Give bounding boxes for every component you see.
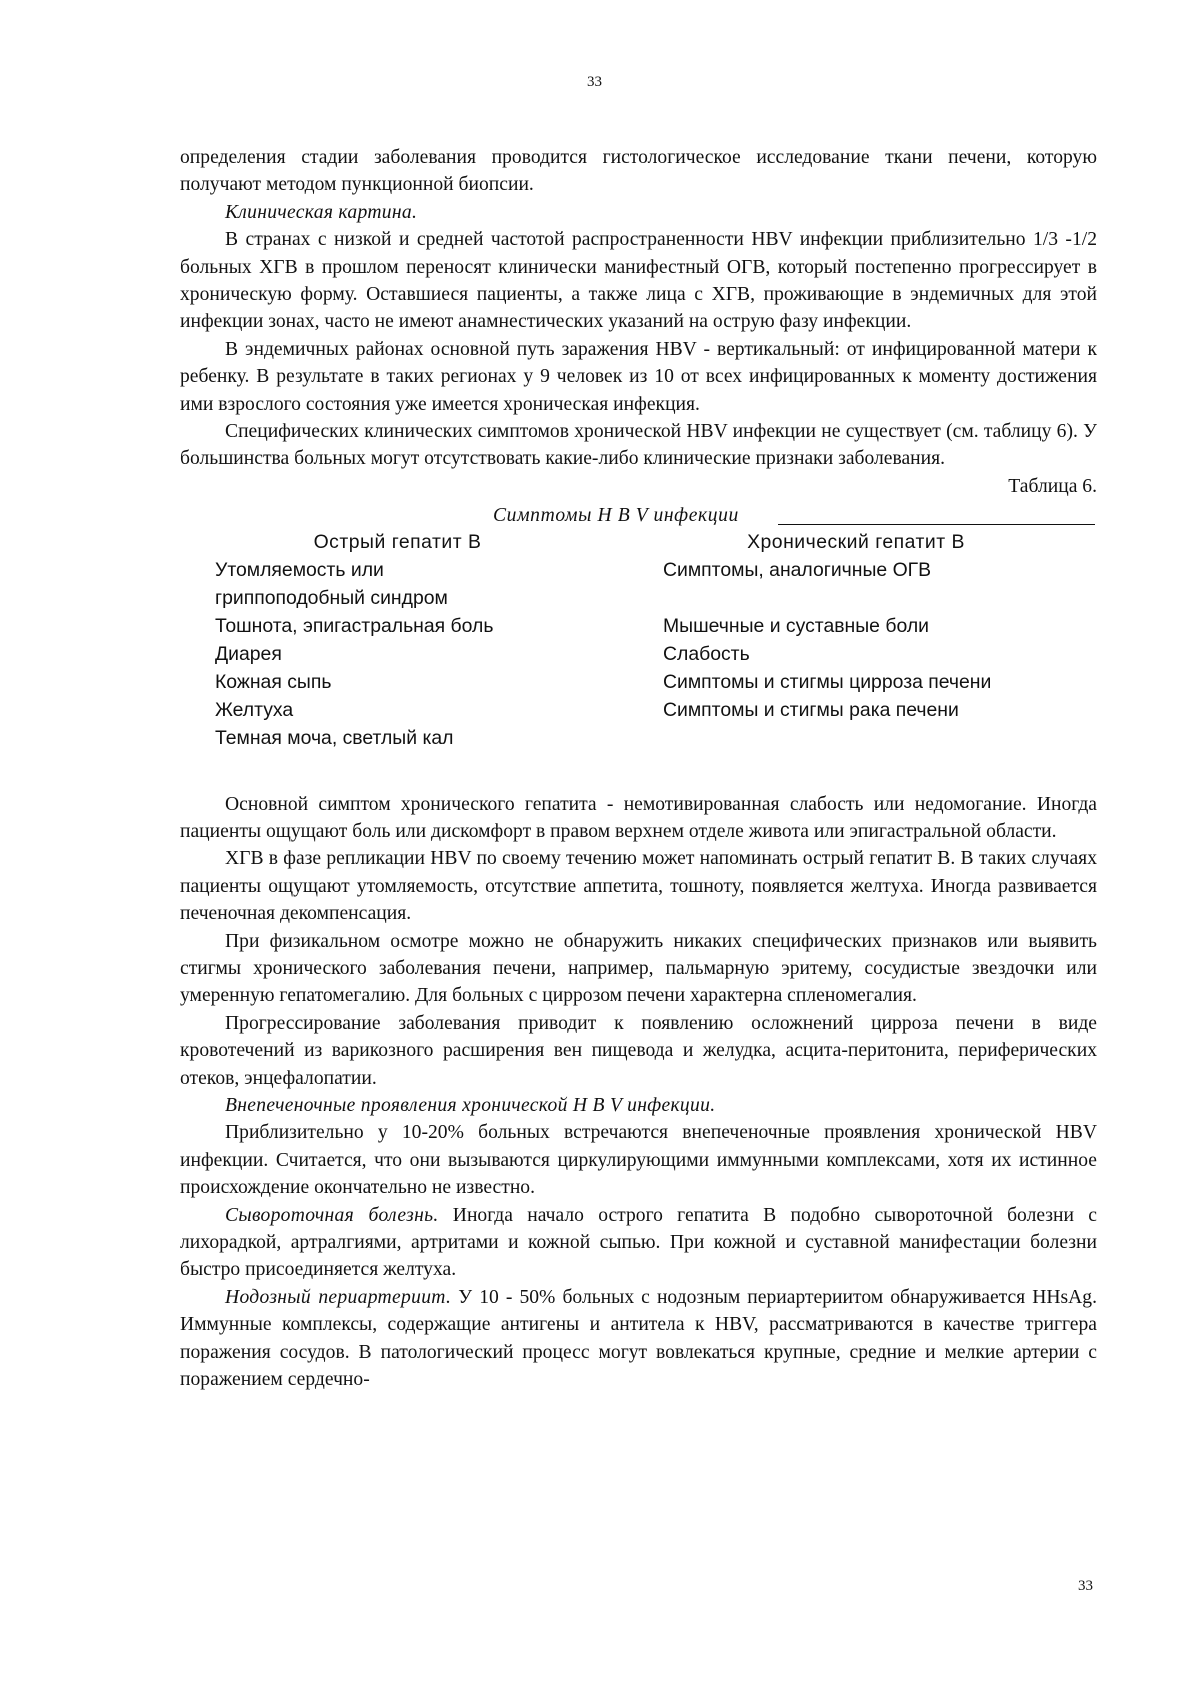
column-header-chronic: Хронический гепатит В — [747, 531, 965, 554]
italic-heading: Внепеченочные проявления хронической H B V инфекции. — [225, 1095, 716, 1116]
paragraph — [180, 1092, 1097, 1119]
paragraph-text: Приблизительно у 10-20% больных встречаются внепеченочные проявления хронической HBV инфекции. Считается, что они вызываются циркулирующими иммунными комплексами, хотя их истинное происхождение окончательно не известно. — [180, 1122, 1097, 1199]
table-row — [180, 613, 1097, 641]
paragraph-text: Специфических клинических симптомов хронической HBV инфекции не существует (см. таблицу 6). У большинства больных могут отсутствовать какие-либо клинические признаки заболевания. — [180, 421, 1097, 470]
table-row — [180, 641, 1097, 669]
table-row — [180, 585, 1097, 613]
table-title-underline — [778, 524, 1095, 525]
paragraph — [180, 336, 1097, 418]
paragraph — [180, 1119, 1097, 1201]
paragraph — [180, 226, 1097, 336]
cell-chronic: Симптомы и стигмы рака печени — [663, 698, 959, 721]
cell-chronic — [615, 585, 1097, 613]
cell-acute: Кожная сыпь — [215, 670, 332, 693]
paragraph-text: У 10 - 50% больных с нодозным периартериитом обнаруживается HHsAg. Иммунные комплексы, содержащие антигены и антитела к HBV, рассматриваются в качестве триггера поражения сосудов. В патологический процесс могут вовлекаться крупные, средние и мелкие артерии с поражением сердечно- — [180, 1286, 1098, 1391]
spacer — [180, 753, 1097, 791]
page-number-top: 33 — [587, 74, 602, 90]
italic-heading: Клиническая картина. — [225, 201, 418, 223]
table-title: Симптомы H B V инфекции — [493, 505, 739, 527]
paragraph-text: Основной симптом хронического гепатита - немотивированная слабость или недомогание. Иногда пациенты ощущают боль или дискомфорт в правом верхнем отделе живота или эпигастральной области. — [180, 793, 1097, 842]
paragraph — [180, 791, 1097, 846]
paragraph-text: В странах с низкой и средней частотой распространенности HBV инфекции приблизительно 1/3 -1/2 больных ХГВ в прошлом переносят клинически манифестный ОГВ, который постепенно прогрессирует в хроническую форму. Оставшиеся пациенты, а также лица с ХГВ, проживающие в эндемичных для этой инфекции зонах, часто не имеют анамнестических указаний на острую фазу инфекции. — [180, 229, 1097, 333]
table-row — [180, 557, 1097, 585]
paragraph-text: При физикальном осмотре можно не обнаружить никаких специфических признаков или выявить стигмы хронического заболевания печени, например, пальмарную эритему, сосудистые звездочки или умеренную гепатомегалию. Для больных с циррозом печени характерна спленомегалия. — [180, 930, 1097, 1007]
cell-acute: Темная моча, светлый кал — [215, 726, 454, 749]
table-header-row — [180, 529, 1097, 557]
page-number-bottom: 33 — [1078, 1578, 1093, 1594]
paragraph — [180, 144, 1097, 199]
cell-acute: Утомляемость или — [215, 559, 384, 582]
italic-heading: Сывороточная болезнь. — [225, 1204, 439, 1226]
table-row — [180, 697, 1097, 725]
column-header-acute: Острый гепатит В — [313, 531, 482, 554]
paragraph-text: Иногда начало острого гепатита В подобно сывороточной болезни с лихорадкой, артралгиями, артритами и кожной сыпью. При кожной и суставной манифестации болезни быстро присоединяется желтуха. — [180, 1204, 1097, 1281]
table-row — [180, 669, 1097, 697]
cell-chronic: Симптомы и стигмы цирроза печени — [663, 670, 992, 693]
paragraph — [180, 845, 1097, 927]
paragraph-text: В эндемичных районах основной путь заражения HBV - вертикальный: от инфицированной матери к ребенку. В результате в таких регионах у 9 человек из 10 от всех инфицированных к моменту достижения ими взрослого состояния уже имеется хроническая инфекция. — [180, 338, 1097, 415]
symptoms-table — [180, 529, 1097, 752]
table-body — [180, 557, 1097, 752]
document-body — [180, 144, 1097, 1393]
paragraph — [180, 1202, 1097, 1284]
paragraph-text: определения стадии заболевания проводится гистологическое исследование ткани печени, которую получают методом пункционной биопсии. — [180, 147, 1097, 196]
italic-heading: Нодозный периартериит. — [225, 1286, 452, 1308]
cell-acute: Диарея — [215, 642, 282, 665]
cell-acute: гриппоподобный синдром — [215, 587, 448, 610]
cell-chronic: Слабость — [663, 642, 750, 665]
paragraph — [180, 199, 1097, 226]
text-section-after-table — [180, 791, 1097, 1394]
cell-chronic: Мышечные и суставные боли — [663, 615, 929, 637]
table-caption: Таблица 6. — [1008, 475, 1097, 497]
paragraph — [180, 1284, 1097, 1394]
paragraph — [180, 418, 1097, 473]
paragraph — [180, 928, 1097, 1010]
paragraph-text: Прогрессирование заболевания приводит к появлению осложнений цирроза печени в виде кровотечений из варикозного расширения вен пищевода и желудка, асцита-перитонита, периферических отеков, энцефалопатии. — [180, 1012, 1097, 1089]
text-section-before-table — [180, 144, 1097, 473]
cell-chronic — [615, 725, 1097, 753]
table-title-row — [180, 502, 1097, 529]
table-row — [180, 725, 1097, 753]
cell-acute: Тошнота, эпигастральная боль — [215, 615, 494, 637]
cell-chronic: Симптомы, аналогичные ОГВ — [663, 559, 932, 582]
cell-acute: Желтуха — [215, 698, 294, 721]
paragraph — [180, 1010, 1097, 1092]
paragraph-text: ХГВ в фазе репликации HBV по своему течению может напоминать острый гепатит В. В таких случаях пациенты ощущают утомляемость, отсутствие аппетита, тошноту, появляется желтуха. Иногда развивается печеночная декомпенсация. — [180, 848, 1097, 925]
